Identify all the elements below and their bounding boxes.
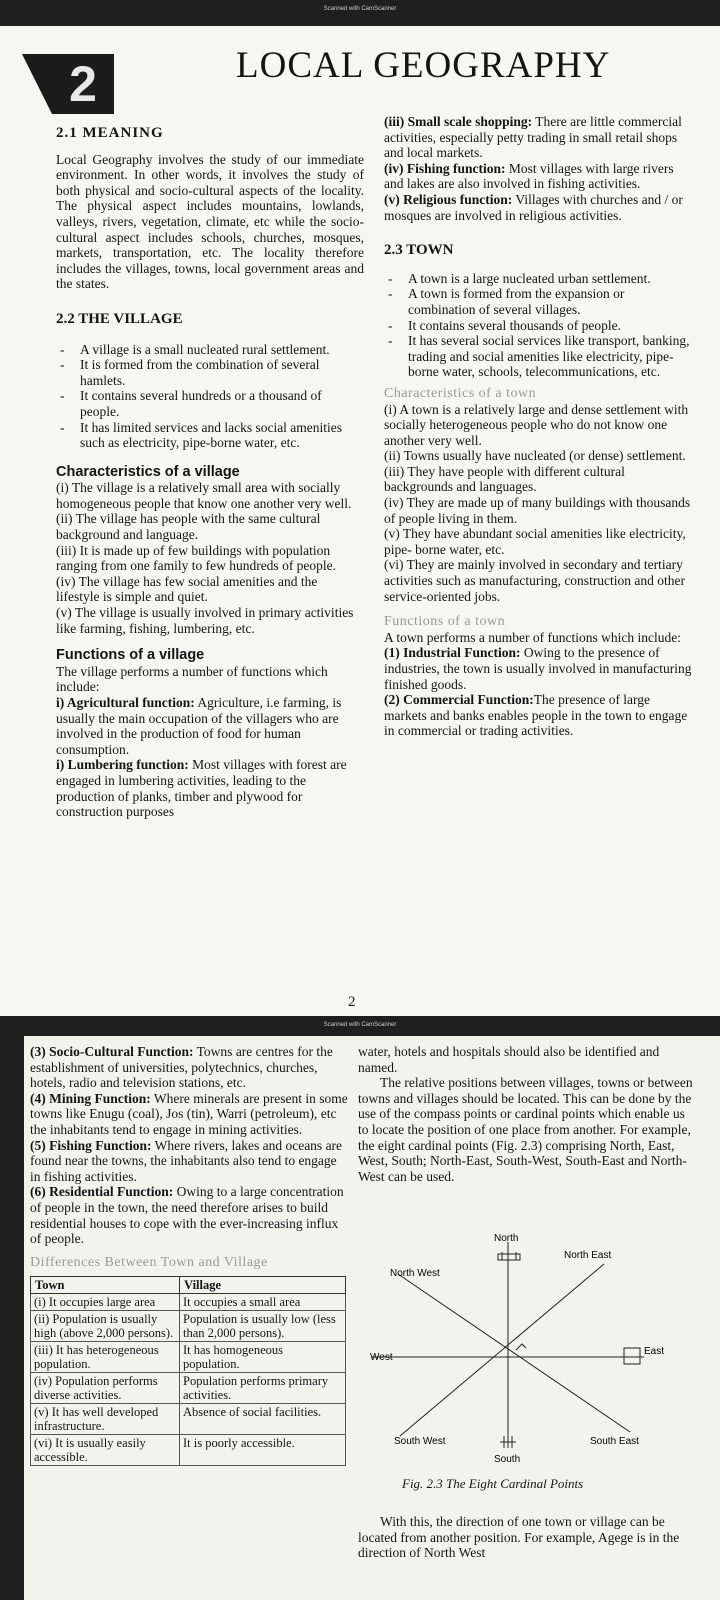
label-north-west: North West xyxy=(390,1268,440,1279)
list-item: (ii) The village has people with the same cultural background and language. xyxy=(56,511,321,543)
village-functions-heading: Functions of a village xyxy=(56,647,205,664)
positions-paragraph: The relative positions between villages, towns or between towns and villages should be located. This can be done by the use of the compass points or cardinal points which enable us to locate the position of one place from another. For example, the eight cardinal points (Fig. 2.3) comprising North, East, West, South; North-East, South-West, South-East and North-West can be used. xyxy=(358,1075,693,1184)
left-column xyxy=(30,1044,350,1466)
town-function-item: (3) Socio-Cultural Function: Towns are centres for the establishment of universities, polytechnics, churches, hotels, radio and television stations, etc. xyxy=(30,1044,333,1091)
town-heading: 2.3 TOWN xyxy=(384,242,454,259)
table-cell: It occupies a small area xyxy=(180,1294,346,1311)
differences-heading: Differences Between Town and Village xyxy=(30,1254,268,1270)
label-south-east: South East xyxy=(590,1436,639,1447)
north-marker-icon xyxy=(498,1252,520,1260)
table-cell: (v) It has well developed infrastructure. xyxy=(31,1404,180,1435)
figure-caption: Fig. 2.3 The Eight Cardinal Points xyxy=(402,1476,584,1491)
chapter-title: LOCAL GEOGRAPHY xyxy=(236,45,611,86)
scan-watermark: Scanned with CamScanner xyxy=(323,1022,397,1028)
list-item: (iv) They are made up of many buildings with thousands of people living in them. xyxy=(384,495,691,526)
town-functions-heading: Functions of a town xyxy=(384,614,506,630)
village-function-item: i) Agricultural function: Agriculture, i.e farming, is usually the main occupation of the villagers who are involved in the production of food for human consumption. xyxy=(56,695,342,757)
village-function-item: i) Lumbering function: Most villages with forest are engaged in lumbering activities, leading to the production of planks, timber and plywood for construction purposes xyxy=(56,757,347,820)
list-item: (iii) It is made up of few buildings with population ranging from one family to few hundreds of people. xyxy=(56,542,337,574)
list-item: (vi) They are mainly involved in secondary and tertiary activities such as manufacturing, construction and other service-oriented jobs. xyxy=(384,557,686,604)
label-west: West xyxy=(370,1352,393,1363)
cardinal-points-diagram xyxy=(358,1232,694,1492)
village-bullet-list xyxy=(56,342,364,451)
positions-paragraph: With this, the direction of one town or village can be located from another position. For example, Agege is in the direction of North West xyxy=(358,1514,680,1561)
village-characteristics-heading: Characteristics of a village xyxy=(56,463,240,480)
table-row xyxy=(31,1311,346,1342)
positions-paragraph: water, hotels and hospitals should also be identified and named. xyxy=(358,1044,660,1075)
table-cell: (i) It occupies large area xyxy=(31,1294,180,1311)
center-marker-icon xyxy=(516,1344,526,1350)
village-function-item: (v) Religious function: Villages with churches and / or mosques are involved in religious activities. xyxy=(384,191,683,223)
right-column xyxy=(384,114,694,739)
meaning-heading: 2.1 MEANING xyxy=(56,125,164,141)
table-row xyxy=(31,1435,346,1466)
town-function-item: (2) Commercial Function:The presence of large markets and banks enables people in the town to engage in commercial or trading activities. xyxy=(384,692,688,739)
table-row xyxy=(31,1342,346,1373)
village-function-item: (iv) Fishing function: Most villages with large rivers and lakes are also involved in fishing activities. xyxy=(384,160,674,192)
list-item: - It has several social services like transport, banking, trading and social amenities like electricity, pipe-borne water, schools, telecommunications, etc. xyxy=(384,333,694,380)
list-item: (i) A town is a relatively large and dense settlement with socially heterogeneous people who do not know one another very well. xyxy=(384,401,689,448)
table-cell: Population performs primary activities. xyxy=(180,1373,346,1404)
village-heading: 2.2 THE VILLAGE xyxy=(56,310,183,327)
textbook-page-2 xyxy=(24,1036,720,1600)
page-number: 2 xyxy=(348,994,356,1010)
town-characteristics-heading: Characteristics of a town xyxy=(384,385,537,401)
table-header: Village xyxy=(180,1277,346,1294)
label-south: South xyxy=(494,1454,521,1465)
list-item: (v) They have abundant social amenities like electricity, pipe- borne water, etc. xyxy=(384,526,686,557)
table-cell: It has homogeneous population. xyxy=(180,1342,346,1373)
list-item: (iv) The village has few social amenities and the lifestyle is simple and quiet. xyxy=(56,573,318,605)
list-item: (v) The village is usually involved in primary activities like farming, fishing, lumbering, etc. xyxy=(56,605,354,636)
list-item: (iii) They have people with different cultural backgrounds and languages. xyxy=(384,463,625,495)
town-bullet-list xyxy=(384,271,694,380)
table-cell: Population is usually low (less than 2,000 persons). xyxy=(180,1311,346,1342)
table-header-row xyxy=(31,1277,346,1294)
table-cell: (ii) Population is usually high (above 2,000 persons). xyxy=(31,1311,180,1342)
town-function-item: (1) Industrial Function: Owing to the presence of industries, the town is usually involved in manufacturing finished goods. xyxy=(384,645,692,692)
chapter-number: 2 xyxy=(69,56,97,112)
village-functions-intro: The village performs a number of functions which include: xyxy=(56,663,328,695)
list-item: (i) The village is a relatively small area with socially homogeneous people that know one another very well. xyxy=(56,480,352,511)
differences-table xyxy=(30,1276,346,1466)
table-row xyxy=(31,1373,346,1404)
label-north: North xyxy=(494,1233,519,1244)
list-item: - A village is a small nucleated rural settlement. xyxy=(56,342,364,358)
table-cell: It is poorly accessible. xyxy=(180,1435,346,1466)
label-south-west: South West xyxy=(394,1436,446,1447)
list-item: (ii) Towns usually have nucleated (or dense) settlement. xyxy=(384,448,686,464)
scan-watermark: Scanned with CamScanner xyxy=(323,6,397,12)
table-cell: (iv) Population performs diverse activities. xyxy=(31,1373,180,1404)
label-east: East xyxy=(644,1346,665,1357)
list-item: - A town is formed from the expansion or combination of several villages. xyxy=(384,286,694,317)
chapter-number-badge xyxy=(52,54,114,114)
table-cell: (iii) It has heterogeneous population. xyxy=(31,1342,180,1373)
table-cell: Absence of social facilities. xyxy=(180,1404,346,1435)
town-function-item: (5) Fishing Function: Where rivers, lakes and oceans are found near the towns, the inhabitants also tend to engage in fishing activities. xyxy=(30,1137,343,1184)
textbook-page-1 xyxy=(0,26,720,1016)
left-column xyxy=(56,126,364,820)
east-marker-icon xyxy=(624,1348,640,1364)
table-row xyxy=(31,1404,346,1435)
table-row xyxy=(31,1294,346,1311)
town-function-item: (4) Mining Function: Where minerals are present in some towns like Enugu (coal), Jos (tin), Warri (petroleum), etc the inhabitants tend to engage in mining activities. xyxy=(30,1090,348,1137)
village-function-item: (iii) Small scale shopping: There are little commercial activities, especially petty trading in small retail shops and local markets. xyxy=(384,114,682,161)
list-item: - It contains several hundreds or a thousand of people. xyxy=(56,388,364,419)
positions-closing xyxy=(358,1514,694,1561)
table-cell: (vi) It is usually easily accessible. xyxy=(31,1435,180,1466)
town-functions-intro: A town performs a number of functions which include: xyxy=(384,629,681,645)
meaning-paragraph: Local Geography involves the study of our immediate environment. In other words, it involves the study of both physical and socio-cultural aspects of the locality. The physical aspect includes mountains, lowlands, valleys, rivers, vegetation, climate, etc while the socio-cultural aspect includes schools, churches, mosques, markets, transportation, etc. The locality therefore includes the villages, towns, local government areas and the states. xyxy=(56,151,364,292)
label-north-east: North East xyxy=(564,1250,612,1261)
right-column xyxy=(358,1044,694,1184)
list-item: - It has limited services and lacks social amenities such as electricity, pipe-borne water, etc. xyxy=(56,420,364,451)
list-item: - A town is a large nucleated urban settlement. xyxy=(384,271,694,287)
list-item: - It contains several thousands of people. xyxy=(384,318,694,334)
table-header: Town xyxy=(31,1277,180,1294)
list-item: - It is formed from the combination of several hamlets. xyxy=(56,357,364,388)
northeast-southwest-line xyxy=(400,1264,604,1436)
town-function-item: (6) Residential Function: Owing to a large concentration of people in the town, the need therefore arises to build residential houses to cope with the ever-increasing influx of people. xyxy=(30,1184,344,1247)
